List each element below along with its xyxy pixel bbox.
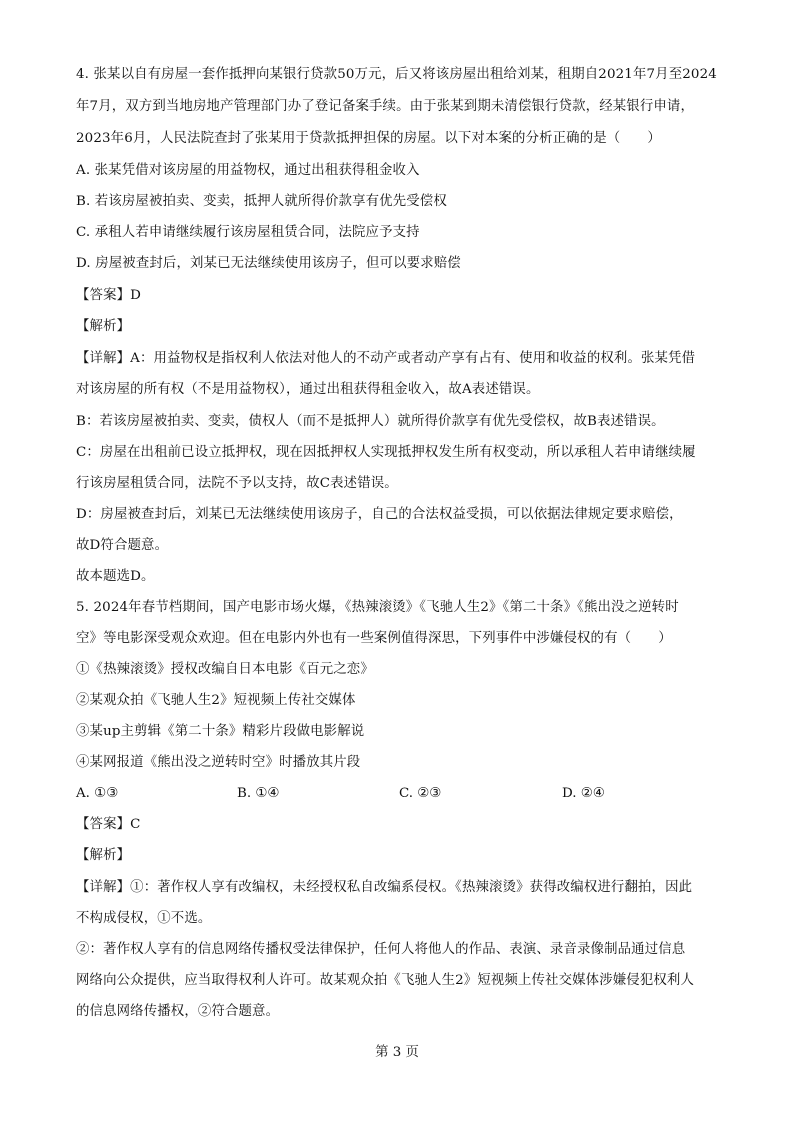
page-number: 第 3 页	[375, 1045, 419, 1060]
q4-analysis-label: 【解析】	[76, 319, 131, 334]
q4-option-b: B. 若该房屋被拍卖、变卖，抵押人就所得价款享有优先受偿权	[76, 194, 447, 209]
q4-option-c: C. 承租人若申请继续履行该房屋租赁合同，法院应予支持	[76, 225, 420, 240]
q5-item: ①《热辣滚烫》授权改编自日本电影《百元之恋》	[76, 662, 374, 677]
q5-choice-d: D. ②④	[562, 786, 605, 801]
q4-detail-line: 故D符合题意。	[76, 538, 169, 553]
q5-analysis-label: 【解析】	[76, 848, 131, 863]
q4-detail-line: 行该房屋租赁合同，法院不予以支持，故C表述错误。	[76, 476, 398, 491]
q5-answer: 【答案】C	[76, 817, 141, 832]
q4-detail-line: 对该房屋的所有权（不是用益物权），通过出租获得租金收入，故A表述错误。	[76, 382, 540, 397]
q5-stem-line: 空》等电影深受观众欢迎。但在电影内外也有一些案例值得深思，下列事件中涉嫌侵权的有（ ）	[76, 631, 672, 646]
q4-stem-line: 2023年6月，人民法院查封了张某用于贷款抵押担保的房屋。以下对本案的分析正确的是（ ）	[76, 131, 661, 146]
q4-option-a: A. 张某凭借对该房屋的用益物权，通过出租获得租金收入	[76, 163, 420, 178]
q5-choices	[76, 785, 736, 803]
q5-detail-line: 不构成侵权，①不选。	[76, 911, 212, 926]
q5-detail-line: 的信息网络传播权，②符合题意。	[76, 1004, 280, 1019]
q5-detail-line: 网络向公众提供，应当取得权利人许可。故某观众拍《飞驰人生2》短视频上传社交媒体涉嫌侵犯权利人	[76, 973, 694, 988]
q5-choice-a: A. ①③	[76, 786, 119, 801]
q4-option-d: D. 房屋被查封后，刘某已无法继续使用该房子，但可以要求赔偿	[76, 256, 461, 271]
q4-stem-line: 年7月，双方到当地房地产管理部门办了登记备案手续。由于张某到期未清偿银行贷款，经某银行申请，	[76, 99, 694, 114]
q4-detail-line: 【详解】A：用益物权是指权利人依法对他人的不动产或者动产享有占有、使用和收益的权利。张某凭借	[76, 351, 696, 366]
q5-choice-c: C. ②③	[399, 786, 442, 801]
q4-detail-line: B：若该房屋被拍卖、变卖，债权人（而不是抵押人）就所得价款享有优先受偿权，故B表述错误。	[76, 414, 665, 429]
q4-detail-line: C：房屋在出租前已设立抵押权，现在因抵押权人实现抵押权发生所有权变动，所以承租人若申请继续履	[76, 445, 696, 460]
q4-detail-line: D：房屋被查封后，刘某已无法继续使用该房子，自己的合法权益受损，可以依据法律规定要求赔偿，	[76, 507, 683, 522]
q4-answer: 【答案】D	[76, 288, 142, 303]
q5-item: ④某网报道《熊出没之逆转时空》时播放其片段	[76, 755, 361, 770]
q5-choice-b: B. ①④	[237, 786, 280, 801]
q5-detail-line: ②：著作权人享有的信息网络传播权受法律保护，任何人将他人的作品、表演、录音录像制品通过信息	[76, 942, 686, 957]
q4-conclusion: 故本题选D。	[76, 569, 155, 584]
q5-item: ②某观众拍《飞驰人生2》短视频上传社交媒体	[76, 693, 356, 708]
q5-detail-line: 【详解】①：著作权人享有改编权，未经授权私自改编系侵权。《热辣滚烫》获得改编权进行翻拍，因此	[76, 880, 693, 895]
q5-item: ③某up主剪辑《第二十条》精彩片段做电影解说	[76, 724, 365, 739]
q5-stem-line: 5. 2024年春节档期间，国产电影市场火爆，《热辣滚烫》《飞驰人生2》《第二十条》《熊出没之逆转时	[76, 600, 679, 615]
q4-stem-line: 4. 张某以自有房屋一套作抵押向某银行贷款50万元，后又将该房屋出租给刘某，租期自2021年7月至2024	[76, 67, 717, 82]
